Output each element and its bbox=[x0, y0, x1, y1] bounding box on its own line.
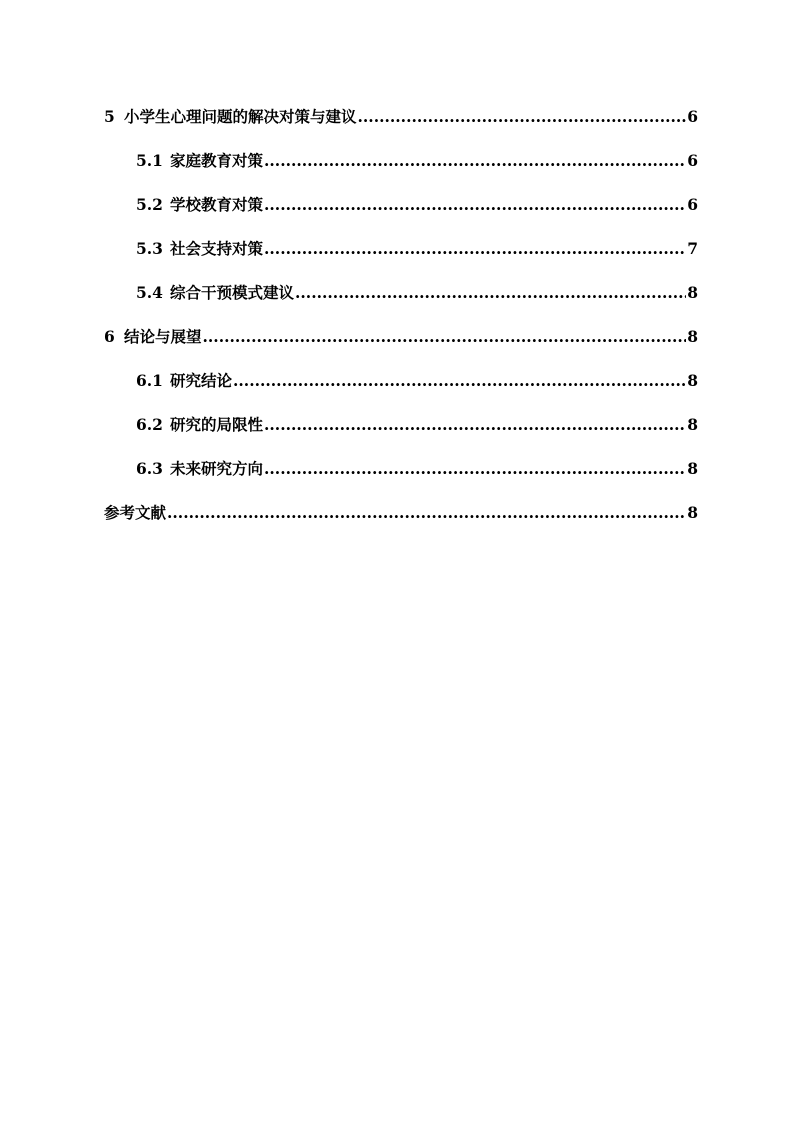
toc-entry-title: 研究的局限性 bbox=[170, 415, 264, 434]
toc-entry-title: 家庭教育对策 bbox=[170, 151, 264, 170]
toc-entry[interactable] bbox=[104, 457, 698, 501]
toc-entry[interactable] bbox=[104, 237, 698, 281]
toc-entry-title: 综合干预模式建议 bbox=[170, 283, 295, 302]
toc-leader-dots bbox=[264, 151, 686, 170]
toc-entry[interactable] bbox=[104, 501, 698, 545]
toc-entry-title: 社会支持对策 bbox=[170, 239, 264, 258]
toc-leader-dots bbox=[167, 503, 686, 522]
toc-entry-page: 8 bbox=[687, 371, 698, 390]
toc-entry-page: 8 bbox=[687, 459, 698, 478]
toc-leader-dots bbox=[295, 283, 686, 302]
toc-entry-page: 6 bbox=[687, 151, 698, 170]
toc-entry[interactable] bbox=[104, 193, 698, 237]
toc-entry-number: 6.3 bbox=[136, 459, 163, 478]
toc-entry-number: 6 bbox=[104, 327, 115, 346]
toc-entry[interactable] bbox=[104, 325, 698, 369]
toc-entry-number: 6.2 bbox=[136, 415, 163, 434]
toc-entry-number: 5.3 bbox=[136, 239, 163, 258]
toc-leader-dots bbox=[264, 459, 686, 478]
toc-entry-number: 5.1 bbox=[136, 151, 163, 170]
toc-entry-title: 未来研究方向 bbox=[170, 459, 264, 478]
toc-entry-title: 学校教育对策 bbox=[170, 195, 264, 214]
toc-entry[interactable] bbox=[104, 413, 698, 457]
toc-entry-title: 结论与展望 bbox=[124, 327, 202, 346]
toc-leader-dots bbox=[264, 239, 686, 258]
toc-entry-page: 8 bbox=[687, 283, 698, 302]
toc-entry-page: 7 bbox=[687, 239, 698, 258]
toc-entry-page: 6 bbox=[687, 107, 698, 126]
toc-entry-page: 8 bbox=[687, 327, 698, 346]
toc-entry-page: 8 bbox=[687, 415, 698, 434]
toc-entry-title: 参考文献 bbox=[104, 503, 167, 522]
toc-entry-page: 6 bbox=[687, 195, 698, 214]
toc-leader-dots bbox=[264, 415, 686, 434]
toc-entry-page: 8 bbox=[687, 503, 698, 522]
toc-entry-number: 5.2 bbox=[136, 195, 163, 214]
toc-leader-dots bbox=[233, 371, 686, 390]
toc-leader-dots bbox=[358, 107, 687, 126]
toc-entry[interactable] bbox=[104, 105, 698, 149]
toc-entry-number: 5 bbox=[104, 107, 115, 126]
toc-entry[interactable] bbox=[104, 281, 698, 325]
toc-entry-number: 6.1 bbox=[136, 371, 163, 390]
toc-entry-title: 小学生心理问题的解决对策与建议 bbox=[124, 107, 357, 126]
toc-entry[interactable] bbox=[104, 369, 698, 413]
toc-entry-number: 5.4 bbox=[136, 283, 163, 302]
toc-entry-title: 研究结论 bbox=[170, 371, 233, 390]
table-of-contents bbox=[104, 105, 698, 545]
toc-entry[interactable] bbox=[104, 149, 698, 193]
toc-leader-dots bbox=[203, 327, 687, 346]
toc-leader-dots bbox=[264, 195, 686, 214]
